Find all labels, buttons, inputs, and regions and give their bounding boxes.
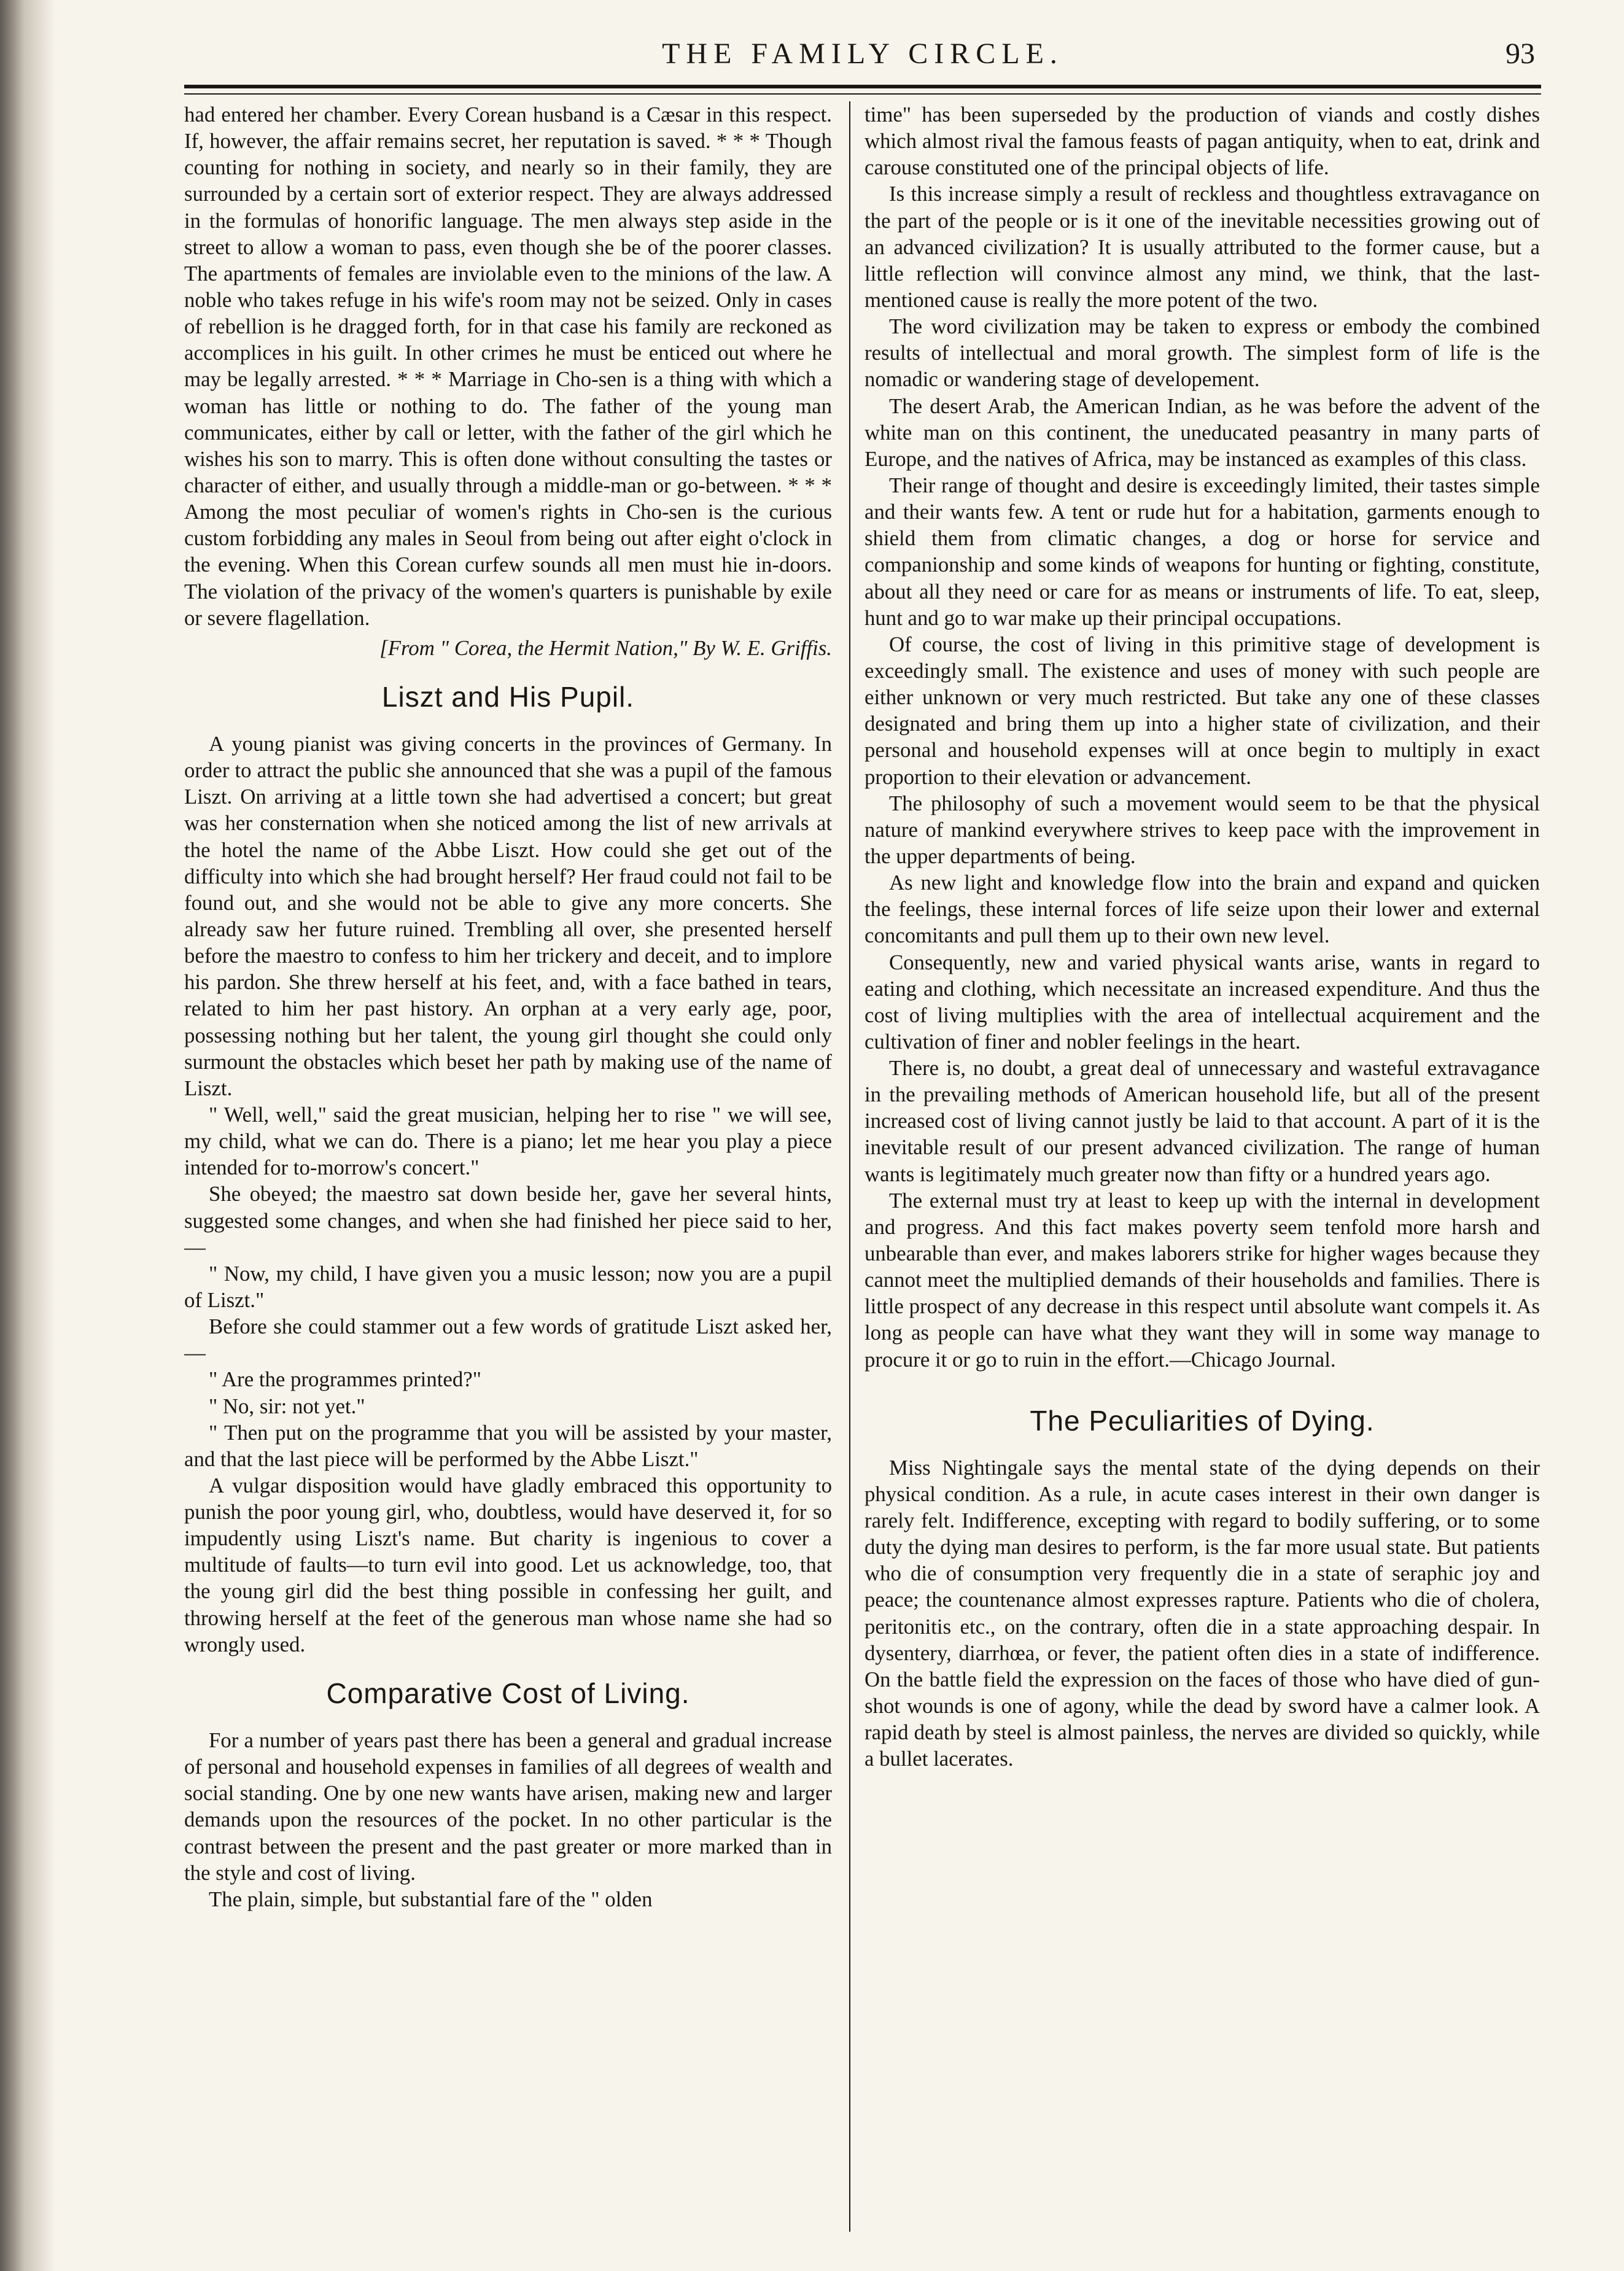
liszt-paragraph: She obeyed; the maestro sat down beside her, gave her several hints, suggested some changes, and when she had finished her piece said to her,— <box>184 1182 832 1259</box>
cost-paragraph: The word civilization may be taken to express or embody the combined results of intellectual and moral growth. The simplest form of life is the nomadic or wandering stage of developement. <box>864 314 1540 392</box>
binding-edge <box>0 0 55 2271</box>
page-header <box>184 37 1541 80</box>
dying-heading: The Peculiarities of Dying. <box>1030 1404 1375 1437</box>
page-title: THE FAMILY CIRCLE. <box>662 37 1063 70</box>
cost-paragraph: The philosophy of such a movement would seem to be that the physical nature of mankind everywhere strives to keep pace with the improvement in the upper departments of being. <box>864 791 1540 868</box>
liszt-paragraph: Before she could stammer out a few words of gratitude Liszt asked her,— <box>184 1314 832 1365</box>
liszt-paragraph: A vulgar disposition would have gladly embraced this opportunity to punish the poor young girl, who, doubtless, would have deserved it, for so impudently using Liszt's name. But charity is ingenious to cover a multitude of faults—to turn evil into good. Let us acknowledge, too, that the young girl did the best thing possible in confessing her guilt, and throwing herself at the feet of the generous man whose name she had so wrongly used. <box>184 1473 832 1656</box>
cost-paragraph: As new light and knowledge flow into the brain and expand and quicken the feelings, these internal forces of life seize upon their lower and external concomitants and pull them up to their own new level. <box>864 871 1540 948</box>
cost-paragraph: Their range of thought and desire is exceedingly limited, their tastes simple and their wants few. A tent or rude hut for a habitation, garments enough to shield them from climatic changes, a dog or horse for service and companionship and some kinds of weapons for hunting or fighting, constitute, about all they need or care for as means or instruments of life. To eat, sleep, hunt and go to war make up their principal occupations. <box>864 473 1540 630</box>
header-rule-thin <box>184 93 1541 95</box>
left-column <box>184 101 832 2232</box>
liszt-heading: Liszt and His Pupil. <box>381 680 635 713</box>
cost-paragraph: The plain, simple, but substantial fare of the " olden <box>209 1887 653 1911</box>
cost-heading: Comparative Cost of Living. <box>326 1677 690 1709</box>
corea-source: [From " Corea, the Hermit Nation," By W. E. Griffis. <box>379 635 832 660</box>
page-number: 93 <box>1506 37 1535 70</box>
right-column <box>864 101 1540 2232</box>
cost-paragraph: The desert Arab, the American Indian, as he was before the advent of the white man on this continent, the uneducated peasantry in many parts of Europe, and the natives of Africa, may be instanced as examples of this class. <box>864 394 1540 471</box>
cost-paragraph: There is, no doubt, a great deal of unnecessary and wasteful extravagance in the prevailing methods of American household life, but all of the present increased cost of living cannot justly be laid to that account. A part of it is the inevitable result of our present advanced civilization. The range of human wants is legitimately much greater now than fifty or a hundred years ago. <box>864 1056 1540 1186</box>
header-rule-thick <box>184 85 1541 88</box>
liszt-paragraph: " Well, well," said the great musician, helping her to rise " we will see, my child, what we can do. There is a piano; let me hear you play a piece intended for to-morrow's concert." <box>184 1102 832 1180</box>
corea-paragraph: had entered her chamber. Every Corean husband is a Cæsar in this respect. If, however, the affair remains secret, her reputation is saved. * * * Though counting for nothing in society, and nearly so in their family, they are surrounded by a certain sort of exterior respect. They are always addressed in the formulas of honorific language. The men always step aside in the street to allow a woman to pass, even though she be of the poorer classes. The apartments of females are inviolable even to the minions of the law. A noble who takes refuge in his wife's room may not be seized. Only in cases of rebellion is he dragged forth, for in that case his family are reckoned as accomplices in his guilt. In other crimes he must be enticed out where he may be legally arrested. * * * Marriage in Cho-sen is a thing with which a woman has little or nothing to do. The father of the young man communicates, either by call or letter, with the father of the girl which he wishes his son to marry. This is often done without consulting the tastes or character of either, and usually through a middle-man or go-between. * * * Among the most peculiar of women's rights in Cho-sen is the curious custom forbidding any males in Seoul from being out after eight o'clock in the evening. When this Corean curfew sounds all men must hie in-doors. The violation of the privacy of the women's quarters is punishable by exile or severe flagellation. <box>184 103 832 630</box>
liszt-paragraph: " Are the programmes printed?" <box>209 1367 481 1392</box>
liszt-paragraph: " Now, my child, I have given you a music lesson; now you are a pupil of Liszt." <box>184 1261 832 1312</box>
column-divider <box>849 101 850 2232</box>
liszt-paragraph: A young pianist was giving concerts in the provinces of Germany. In order to attract the public she announced that she was a pupil of the famous Liszt. On arriving at a little town she had advertised a concert; but great was her consternation when she noticed among the list of new arrivals at the hotel the name of the Abbe Liszt. How could she get out of the difficulty into which she had brought herself? Her fraud could not fail to be found out, and she would not be able to give any more concerts. She already saw her future ruined. Trembling all over, she presented herself before the maestro to confess to him her trickery and deceit, and to implore his pardon. She threw herself at his feet, and, with a face bathed in tears, related to him her past history. An orphan at a very early age, poor, possessing nothing but her talent, the young girl thought she could only surmount the obstacles which beset her path by making use of the name of Liszt. <box>184 731 832 1100</box>
cost-paragraph: Is this increase simply a result of reckless and thoughtless extravagance on the part of the people or is it one of the inevitable necessities growing out of an advanced civilization? It is usually attributed to the former cause, but a little reflection will convince almost any mind, we think, that the last-mentioned cause is really the more potent of the two. <box>864 182 1540 312</box>
cost-paragraph: Consequently, new and varied physical wants arise, wants in regard to eating and clothing, which necessitate an increased expenditure. And thus the cost of living multiplies with the area of intellectual acquirement and the cultivation of finer and nobler feelings in the heart. <box>864 950 1540 1054</box>
cost-paragraph: For a number of years past there has been a general and gradual increase of personal and household expenses in families of all degrees of wealth and social standing. One by one new wants have arisen, making new and larger demands upon the resources of the pocket. In no other particular is the contrast between the present and the past greater or more marked than in the style and cost of living. <box>184 1728 832 1885</box>
cost-paragraph: Of course, the cost of living in this primitive stage of development is exceedingly small. The existence and uses of money with such people are either unknown or very much restricted. But take any one of these classes designated and bring them up into a higher state of civilization, and their personal and household expenses will at once begin to multiply in exact proportion to their elevation or advancement. <box>864 632 1540 789</box>
cost-paragraph: time" has been superseded by the production of viands and costly dishes which almost rival the famous feasts of pagan antiquity, when to eat, drink and carouse constituted one of the principal objects of life. <box>864 103 1540 180</box>
liszt-paragraph: " No, sir: not yet." <box>209 1394 365 1418</box>
liszt-paragraph: " Then put on the programme that you will be assisted by your master, and that the last piece will be performed by the Abbe Liszt." <box>184 1420 832 1471</box>
dying-paragraph: Miss Nightingale says the mental state of the dying depends on their physical condition. As a rule, in acute cases interest in their own danger is rarely felt. Indifference, excepting with regard to bodily suffering, or to some duty the dying man desires to perform, is the far more usual state. But patients who die of consumption very frequently die in a state of seraphic joy and peace; the countenance almost expresses rapture. Patients who die of cholera, peritonitis etc., on the contrary, often die in a state approaching despair. In dysentery, diarrhœa, or fever, the patient often dies in a state of indifference. On the battle field the expression on the faces of those who have died of gun-shot wounds is one of agony, while the dead by sword have a calmer look. A rapid death by steel is almost painless, the nerves are divided so quickly, while a bullet lacerates. <box>864 1455 1540 1771</box>
cost-paragraph: The external must try at least to keep up with the internal in development and progress. And this fact makes poverty seem tenfold more harsh and unbearable than ever, and makes laborers strike for higher wages because they cannot meet the multiplied demands of their households and families. There is little prospect of any decrease in this respect until absolute want compels it. As long as people can have what they want they will in some way manage to procure it or go to ruin in the effort.—Chicago Journal. <box>864 1188 1540 1372</box>
